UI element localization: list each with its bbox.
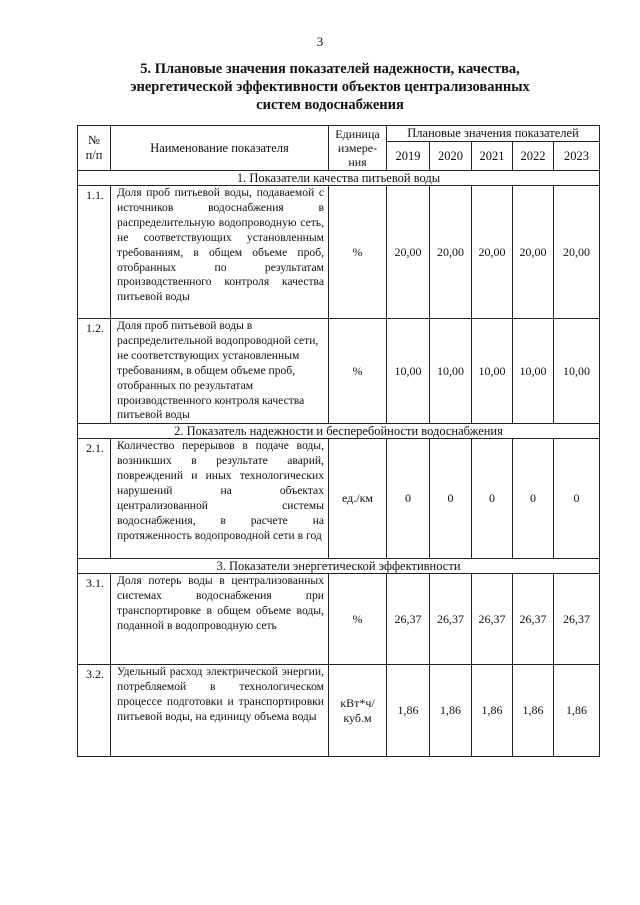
section-title: 3. Показатели энергетической эффективности bbox=[78, 559, 600, 574]
row-value-2022: 26,37 bbox=[513, 574, 554, 665]
row-value-2021: 26,37 bbox=[472, 574, 513, 665]
row-value-2022: 20,00 bbox=[513, 186, 554, 319]
row-value-2020: 20,00 bbox=[430, 186, 472, 319]
row-number: 1.2. bbox=[78, 319, 111, 424]
header-name: Наименование показателя bbox=[111, 126, 329, 171]
row-value-2021: 20,00 bbox=[472, 186, 513, 319]
page-number: 3 bbox=[316, 34, 324, 49]
header-year-2019: 2019 bbox=[387, 142, 430, 171]
indicators-table bbox=[77, 125, 600, 757]
row-value-2021: 10,00 bbox=[472, 319, 513, 424]
title-line-3: систем водоснабжения bbox=[256, 97, 404, 113]
row-unit: ед./км bbox=[329, 439, 387, 559]
row-value-2023: 1,86 bbox=[554, 665, 600, 757]
row-number: 2.1. bbox=[78, 439, 111, 559]
section-title: 1. Показатели качества питьевой воды bbox=[78, 171, 600, 186]
table-row bbox=[78, 186, 600, 319]
row-value-2019: 26,37 bbox=[387, 574, 430, 665]
row-value-2023: 20,00 bbox=[554, 186, 600, 319]
header-year-2021: 2021 bbox=[472, 142, 513, 171]
row-name: Удельный расход электрической энергии, потребляемой в технологическом процессе подготовки и транспортировки питьевой воды, на единицу объема воды bbox=[111, 665, 329, 757]
header-num: № п/п bbox=[78, 126, 111, 171]
table-row bbox=[78, 439, 600, 559]
row-value-2019: 20,00 bbox=[387, 186, 430, 319]
row-value-2021: 1,86 bbox=[472, 665, 513, 757]
row-value-2022: 1,86 bbox=[513, 665, 554, 757]
document-title bbox=[110, 60, 550, 114]
row-value-2019: 1,86 bbox=[387, 665, 430, 757]
row-value-2022: 0 bbox=[513, 439, 554, 559]
row-unit: % bbox=[329, 186, 387, 319]
section-row bbox=[78, 171, 600, 186]
row-value-2020: 1,86 bbox=[430, 665, 472, 757]
row-value-2020: 26,37 bbox=[430, 574, 472, 665]
section-row bbox=[78, 424, 600, 439]
header-year-2023: 2023 bbox=[554, 142, 600, 171]
row-value-2019: 0 bbox=[387, 439, 430, 559]
row-unit: кВт*ч/ куб.м bbox=[329, 665, 387, 757]
row-number: 1.1. bbox=[78, 186, 111, 319]
table-row bbox=[78, 574, 600, 665]
row-value-2023: 0 bbox=[554, 439, 600, 559]
row-number: 3.1. bbox=[78, 574, 111, 665]
header-year-2020: 2020 bbox=[430, 142, 472, 171]
header-year-2022: 2022 bbox=[513, 142, 554, 171]
section-row bbox=[78, 559, 600, 574]
table-row bbox=[78, 665, 600, 757]
row-number: 3.2. bbox=[78, 665, 111, 757]
row-unit: % bbox=[329, 319, 387, 424]
title-line-1: 5. Плановые значения показателей надежности, качества, bbox=[140, 61, 520, 77]
row-value-2021: 0 bbox=[472, 439, 513, 559]
row-value-2022: 10,00 bbox=[513, 319, 554, 424]
table-row bbox=[78, 319, 600, 424]
row-value-2020: 0 bbox=[430, 439, 472, 559]
row-name: Доля проб питьевой воды в распределительной водопроводной сети, не соответствующих установленным требованиям, в общем объеме проб, отобранных по результатам производственного контроля качества питьевой воды bbox=[111, 319, 329, 424]
row-name: Доля проб питьевой воды, подаваемой с источников водоснабжения в распределительную водопроводную сеть, не соответствующих установленным требованиям, в общем объеме проб, отобранных по результатам производственного контроля качества питьевой воды bbox=[111, 186, 329, 319]
row-value-2023: 26,37 bbox=[554, 574, 600, 665]
title-line-2: энергетической эффективности объектов централизованных bbox=[130, 79, 530, 95]
header-plan: Плановые значения показателей bbox=[387, 126, 600, 142]
section-title: 2. Показатель надежности и бесперебойности водоснабжения bbox=[78, 424, 600, 439]
row-value-2020: 10,00 bbox=[430, 319, 472, 424]
row-name: Доля потерь воды в централизованных системах водоснабжения при транспортировке в общем объеме воды, поданной в водопроводную сеть bbox=[111, 574, 329, 665]
row-name: Количество перерывов в подаче воды, возникших в результате аварий, повреждений и иных технологических нарушений на объектах централизованной системы водоснабжения, в расчете на протяженность водопроводной сети в год bbox=[111, 439, 329, 559]
header-unit: Единица измере- ния bbox=[329, 126, 387, 171]
row-value-2019: 10,00 bbox=[387, 319, 430, 424]
row-unit: % bbox=[329, 574, 387, 665]
row-value-2023: 10,00 bbox=[554, 319, 600, 424]
